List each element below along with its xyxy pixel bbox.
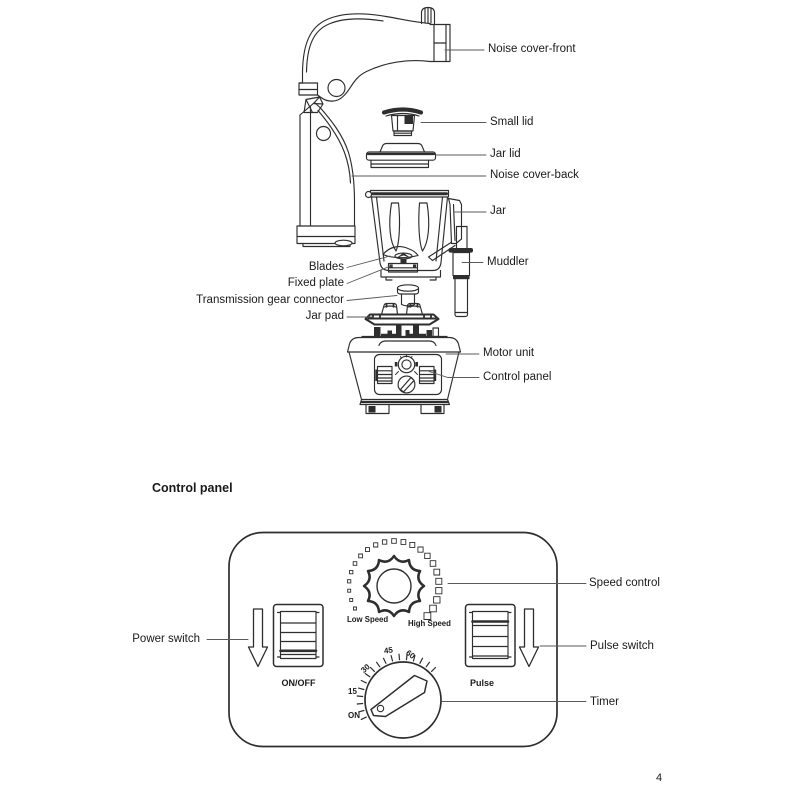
motor-pulse-switch (420, 367, 437, 384)
label-motor-unit: Motor unit (483, 347, 535, 359)
timer-label-15: 15 (348, 687, 357, 696)
label-small-lid: Small lid (490, 116, 534, 128)
speed-scale-ticks (348, 539, 442, 620)
timer-label-30: 30 (359, 662, 372, 675)
page-number: 4 (656, 772, 663, 784)
noise-cover-back-drawing (297, 97, 355, 247)
label-noise-cover-front: Noise cover-front (488, 43, 576, 55)
noise-cover-front-drawing (299, 8, 450, 102)
motor-timer-dial (398, 376, 415, 393)
timer-label-60: 60 (404, 648, 417, 661)
label-transmission-gear-connector: Transmission gear connector (196, 294, 344, 306)
cover-knob (422, 8, 435, 24)
callout-power-switch: Power switch (132, 633, 200, 645)
printed-label-on-off: ON/OFF (281, 678, 316, 688)
motor-unit-drawing (348, 326, 461, 414)
label-jar-pad: Jar pad (305, 310, 344, 322)
small-lid-drawing (384, 110, 421, 136)
callout-timer: Timer (590, 696, 619, 708)
timer-label-45: 45 (383, 645, 394, 656)
section-heading-control-panel: Control panel (152, 481, 233, 495)
jar-handle (449, 199, 462, 244)
callout-speed-control: Speed control (589, 577, 660, 589)
timer-label-on: ON (348, 711, 360, 720)
label-jar: Jar (490, 205, 506, 217)
printed-label-high-speed: High Speed (408, 619, 451, 628)
speed-control-knob (348, 539, 442, 620)
printed-label-low-speed: Low Speed (347, 615, 389, 624)
transmission-gear-connector-drawing (398, 285, 419, 306)
jar-drawing (366, 191, 462, 281)
label-muddler: Muddler (487, 256, 529, 268)
label-jar-lid: Jar lid (490, 148, 521, 160)
motor-speed-knob (395, 355, 418, 375)
down-arrow-icon-left (249, 609, 268, 667)
control-panel-drawing (207, 533, 586, 747)
power-switch-drawing (274, 605, 324, 667)
label-noise-cover-back: Noise cover-back (490, 169, 579, 181)
pulse-switch-drawing (466, 605, 516, 667)
callout-pulse-switch: Pulse switch (590, 640, 654, 652)
label-blades: Blades (308, 261, 344, 273)
label-control-panel: Control panel (483, 371, 552, 383)
jar-lid-drawing (367, 144, 436, 168)
motor-power-switch (375, 367, 392, 384)
down-arrow-icon-right (520, 609, 539, 667)
label-fixed-plate: Fixed plate (287, 277, 344, 289)
jar-pad-drawing (366, 304, 439, 325)
timer-pointer (371, 676, 427, 717)
printed-label-pulse: Pulse (469, 678, 494, 688)
